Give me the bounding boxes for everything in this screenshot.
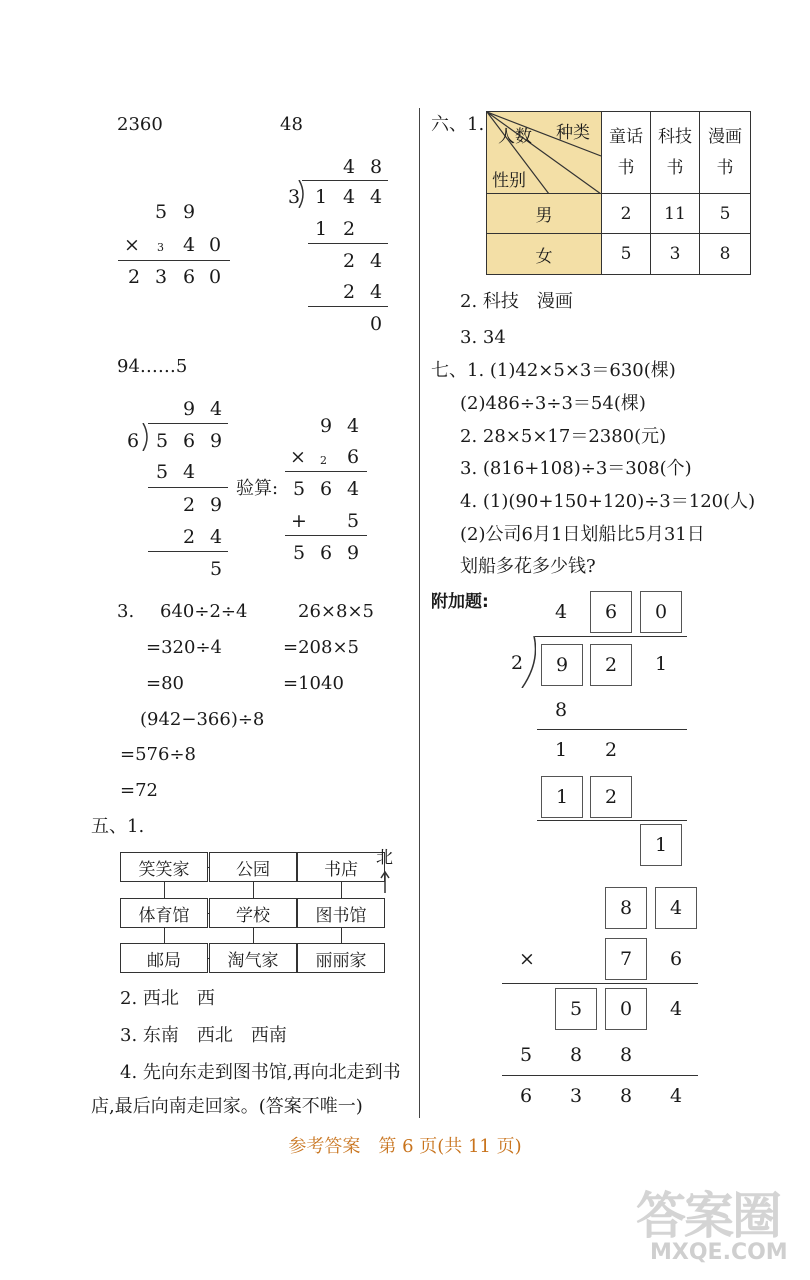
p2-answer: 48 xyxy=(280,114,303,135)
diagonal-header-cell xyxy=(487,112,602,194)
answer-box: 6 xyxy=(590,591,632,633)
step-digit: 2 xyxy=(182,526,196,548)
times-sign: × xyxy=(290,446,306,468)
map-connector xyxy=(297,913,298,914)
mult-digit: 6 xyxy=(669,948,683,970)
section-5-label: 五、1. xyxy=(91,816,145,837)
answer-box: 5 xyxy=(555,988,597,1030)
map-connector xyxy=(164,928,165,943)
step-digit: 4 xyxy=(209,526,223,548)
map-cell: 公园 xyxy=(209,852,297,882)
check-digit: 9 xyxy=(319,415,333,437)
column-header: 童话 书 xyxy=(602,112,651,194)
check-digit: 6 xyxy=(319,542,333,564)
header-bottom: 性别 xyxy=(492,171,526,191)
column-header: 科技 书 xyxy=(651,112,700,194)
step-digit: 2 xyxy=(342,218,356,240)
table-cell: 5 xyxy=(700,194,751,234)
map-cell: 学校 xyxy=(209,898,297,928)
check-label: 验算: xyxy=(236,478,279,499)
answer-line: 3. 34 xyxy=(460,327,506,348)
dividend-digit: 6 xyxy=(182,430,196,452)
table-cell: 8 xyxy=(700,234,751,275)
p1-carry: 3 xyxy=(157,241,164,254)
map-connector xyxy=(208,867,209,868)
step-rule xyxy=(537,729,687,730)
step-digit: 2 xyxy=(342,281,356,303)
watermark-url: MXQE.COM xyxy=(650,1240,788,1265)
row-header: 男 xyxy=(487,194,602,234)
p1-times: × xyxy=(124,234,140,256)
table-cell: 11 xyxy=(651,194,700,234)
quotient-digit: 4 xyxy=(342,156,356,178)
calc-line: =208×5 xyxy=(283,637,359,658)
step-digit: 4 xyxy=(182,461,196,483)
division-bracket xyxy=(520,636,536,688)
dividend-digit: 5 xyxy=(155,430,169,452)
quotient-digit: 4 xyxy=(209,398,223,420)
north-label: 北 xyxy=(376,848,393,868)
watermark-logo: 答案圈 xyxy=(636,1187,780,1245)
check-digit: 6 xyxy=(319,478,333,500)
p1-digit: 0 xyxy=(208,266,222,288)
answer-line: 七、1. (1)42×5×3＝630(棵) xyxy=(431,360,676,381)
answer-box: 7 xyxy=(605,938,647,980)
division-bar xyxy=(148,423,228,424)
answer-box: 0 xyxy=(640,591,682,633)
calc-line: 26×8×5 xyxy=(298,601,374,622)
calc-line: 640÷2÷4 xyxy=(160,601,248,622)
answer-line: 店,最后向南走回家。(答案不唯一) xyxy=(91,1096,363,1117)
table-cell: 3 xyxy=(651,234,700,275)
check-digit: 4 xyxy=(346,415,360,437)
map-cell: 图书馆 xyxy=(297,898,385,928)
answer-box: 1 xyxy=(640,824,682,866)
calc-line: =72 xyxy=(120,780,158,801)
answer-box: 2 xyxy=(590,644,632,686)
step-digit: 4 xyxy=(369,250,383,272)
column-header: 漫画 书 xyxy=(700,112,751,194)
answer-line: 划船多花多少钱? xyxy=(460,556,596,577)
answer-box: 2 xyxy=(590,776,632,818)
map-cell: 书店 xyxy=(297,852,385,882)
calc-line: =1040 xyxy=(283,673,344,694)
check-digit: 6 xyxy=(346,446,360,468)
header-mid: 人数 xyxy=(498,127,532,147)
answer-box: 9 xyxy=(541,644,583,686)
answer-line: 4. (1)(90+150+120)÷3＝120(人) xyxy=(460,491,756,512)
survey-table xyxy=(486,111,751,275)
answer-line: 2. 科技 漫画 xyxy=(460,291,573,312)
extra-label: 附加题: xyxy=(431,592,489,612)
step-digit: 2 xyxy=(604,739,618,761)
mult-rule xyxy=(502,983,698,984)
mult-digit: 6 xyxy=(519,1085,533,1107)
column-divider xyxy=(419,108,420,1118)
divisor: 2 xyxy=(511,652,524,674)
map-cell: 淘气家 xyxy=(209,943,297,973)
row-header: 女 xyxy=(487,234,602,275)
step-rule xyxy=(537,820,687,821)
step-rule xyxy=(148,551,228,552)
dividend-digit: 9 xyxy=(209,430,223,452)
map-connector xyxy=(341,928,342,943)
calc-line: =576÷8 xyxy=(120,744,196,765)
map-connector xyxy=(297,867,298,868)
map-cell: 体育馆 xyxy=(120,898,208,928)
times-sign: × xyxy=(519,948,535,970)
quotient-digit: 4 xyxy=(554,601,568,623)
divisor: 6 xyxy=(127,430,140,452)
check-rule xyxy=(285,535,367,536)
calc-line: (942−366)÷8 xyxy=(140,709,265,730)
dividend-digit: 4 xyxy=(369,186,383,208)
north-arrow-icon xyxy=(378,870,392,894)
mult-digit: 8 xyxy=(619,1044,633,1066)
table-row xyxy=(487,234,751,275)
step-digit: 1 xyxy=(554,739,568,761)
mult-rule xyxy=(502,1075,698,1076)
p1-digit: 0 xyxy=(208,234,222,256)
mult-digit: 4 xyxy=(669,998,683,1020)
answer-box: 4 xyxy=(655,887,697,929)
check-digit: 4 xyxy=(346,478,360,500)
answer-box: 8 xyxy=(605,887,647,929)
step-digit: 5 xyxy=(209,558,223,580)
carry: 2 xyxy=(320,454,327,467)
table-cell: 5 xyxy=(602,234,651,275)
p1-digit: 6 xyxy=(182,266,196,288)
table-row xyxy=(487,194,751,234)
check-digit: 9 xyxy=(346,542,360,564)
step-digit: 2 xyxy=(342,250,356,272)
check-digit: 5 xyxy=(346,510,360,532)
p1-digit: 5 xyxy=(154,201,168,223)
map-cell: 笑笑家 xyxy=(120,852,208,882)
p1-answer: 2360 xyxy=(117,114,163,135)
page-footer: 参考答案 第 6 页(共 11 页) xyxy=(288,1136,522,1157)
answer-line: 3. (816+108)÷3＝308(个) xyxy=(460,458,692,479)
section-6-label: 六、1. xyxy=(431,114,485,135)
map-connector xyxy=(164,882,165,898)
map-cell: 丽丽家 xyxy=(297,943,385,973)
mult-digit: 3 xyxy=(569,1085,583,1107)
answer-line: 2. 28×5×17＝2380(元) xyxy=(460,426,667,447)
p1-digit: 3 xyxy=(154,266,168,288)
map-connector xyxy=(253,882,254,898)
p3-answer: 94……5 xyxy=(117,356,188,377)
step-digit: 9 xyxy=(209,494,223,516)
calc-line: =320÷4 xyxy=(146,637,222,658)
step-digit: 5 xyxy=(155,461,169,483)
map-connector xyxy=(253,928,254,943)
map-cell: 邮局 xyxy=(120,943,208,973)
quotient-digit: 8 xyxy=(369,156,383,178)
check-rule xyxy=(285,471,367,472)
map-connector xyxy=(297,958,298,959)
map-connector xyxy=(341,882,342,898)
step-rule xyxy=(308,243,388,244)
mult-digit: 4 xyxy=(669,1085,683,1107)
divisor: 3 xyxy=(288,186,301,208)
dividend-digit: 4 xyxy=(342,186,356,208)
answer-box: 0 xyxy=(605,988,647,1030)
header-top: 种类 xyxy=(556,123,590,143)
p1-digit: 4 xyxy=(182,234,196,256)
quotient-digit: 9 xyxy=(182,398,196,420)
step-rule xyxy=(148,487,228,488)
map-connector xyxy=(208,913,209,914)
q3-label: 3. xyxy=(117,601,135,622)
answer-line: (2)公司6月1日划船比5月31日 xyxy=(460,524,705,545)
p1-digit: 9 xyxy=(182,201,196,223)
answer-line: (2)486÷3÷3＝54(棵) xyxy=(460,393,646,414)
step-digit: 0 xyxy=(369,313,383,335)
answer-line: 4. 先向东走到图书馆,再向北走到书 xyxy=(120,1062,401,1083)
check-digit: 5 xyxy=(292,542,306,564)
calc-line: =80 xyxy=(146,673,184,694)
map-connector xyxy=(208,958,209,959)
answer-box: 1 xyxy=(541,776,583,818)
step-rule xyxy=(308,306,388,307)
dividend-digit: 1 xyxy=(314,186,328,208)
check-digit: 5 xyxy=(292,478,306,500)
answer-line: 2. 西北 西 xyxy=(120,988,215,1009)
mult-digit: 8 xyxy=(569,1044,583,1066)
division-bar xyxy=(302,180,388,181)
step-digit: 1 xyxy=(314,218,328,240)
plus-sign: + xyxy=(291,510,307,532)
step-digit: 2 xyxy=(182,494,196,516)
step-digit: 8 xyxy=(554,699,568,721)
p1-rule xyxy=(118,260,230,261)
table-cell: 2 xyxy=(602,194,651,234)
mult-digit: 5 xyxy=(519,1044,533,1066)
dividend-digit: 1 xyxy=(654,653,668,675)
division-bar xyxy=(535,636,687,637)
mult-digit: 8 xyxy=(619,1085,633,1107)
step-digit: 4 xyxy=(369,281,383,303)
answer-line: 3. 东南 西北 西南 xyxy=(120,1025,287,1046)
p1-digit: 2 xyxy=(127,266,141,288)
